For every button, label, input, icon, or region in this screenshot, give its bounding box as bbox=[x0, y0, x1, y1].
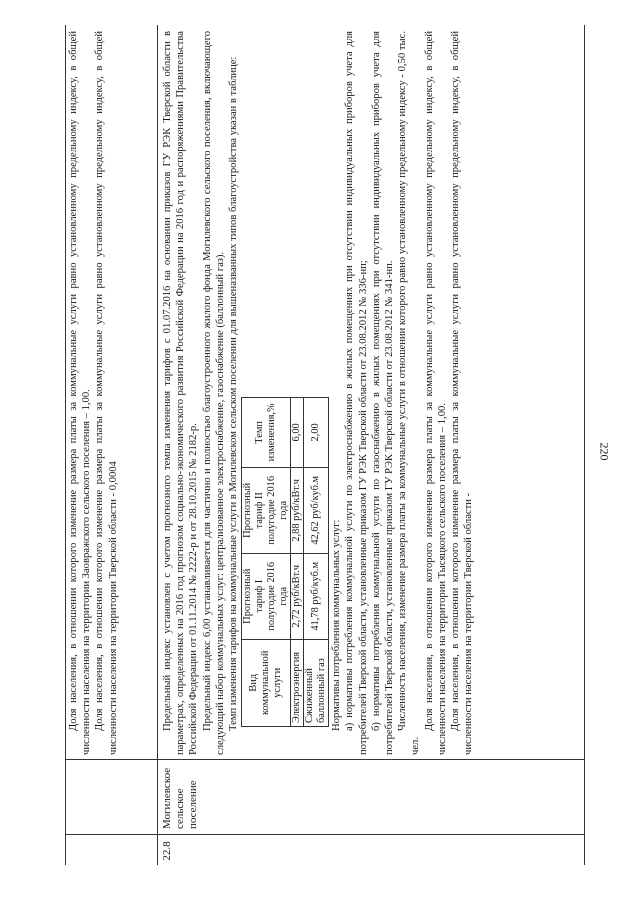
paragraph-norm-electricity: а) нормативы потребления коммунальной услуги по электроснабжению в жилых помещениях при отсутствии индивидуальных приборов учета для потребителей Тверской области, установленные приказом ГУ РЭК Тверской области от 23.08.2012 № 336-нп; bbox=[344, 31, 369, 755]
tariff-table bbox=[241, 397, 329, 727]
paragraph-table-intro: Темп изменения тарифов на коммунальные услуги в Могилевском сельском поселении для вышеназванных типов благоустройства указан в таблице: bbox=[228, 56, 240, 731]
cell-rate: 2,00 bbox=[304, 398, 329, 468]
row-divider bbox=[157, 25, 158, 865]
cell-service: Электроэнергия bbox=[291, 639, 304, 726]
table-top-border bbox=[65, 25, 66, 865]
prev-paragraph-2: Доля населения, в отношении которого изменение размера платы за коммунальные услуги равно установленному предельному индексу, в общей численности населения на территории Тверской области - 0,0004 bbox=[94, 31, 119, 755]
cell-tariff-h1: 41,78 руб/куб.м bbox=[304, 553, 329, 639]
cell-rate: 6,00 bbox=[291, 398, 304, 468]
cell-tariff-h2: 42,62 руб/куб.м bbox=[304, 467, 329, 553]
column-divider-1 bbox=[65, 834, 585, 835]
header-tariff-h1: Прогнозный тариф I полугодие 2016 года bbox=[242, 553, 291, 639]
paragraph-norm-gas: б) нормативы потребления коммунальной услуги по газоснабжению в жилых помещениях при отсутствии индивидуальных приборов учета для потребителей Тверской области, установленные приказом ГУ РЭК Тверской области от 23.08.2012 № 341-нп. bbox=[370, 31, 396, 755]
paragraph-index-basis: Предельный индекс установлен с учетом прогнозного темпа изменения тарифов с 01.07.2016 на основании приказов ГУ РЭК Тверской области в параметрах, определенных на 2016 год прогнозом социально-экономического развития Российской Федерации на 2016 год и распоряжениями Правительства Российской Федерации от 01.11.2014 № 2222-р и от 28.10.2015 № 2182-р. bbox=[162, 31, 200, 755]
page-number: 220 bbox=[597, 442, 612, 461]
paragraph-population: Численность населения, изменение размера платы за коммунальные услуги в отношении которого равно установленному предельному индексу - 0,50 тыс. чел. bbox=[397, 31, 422, 755]
paragraph-share-settlement: Доля населения, в отношении которого изменение размера платы за коммунальные услуги равно установленному предельному индексу, в общей численности населения на территории Тысяцкого сельского поселения – 1,00. bbox=[423, 31, 448, 755]
paragraph-norms-title: Нормативы потребления коммунальных услуг: bbox=[331, 519, 343, 731]
table-row bbox=[304, 398, 329, 727]
header-tariff-h2: Прогнозный тариф II полугодие 2016 года bbox=[242, 467, 291, 553]
row-content bbox=[161, 31, 475, 755]
prev-paragraph-1: Доля населения, в отношении которого изменение размера платы за коммунальные услуги равно установленному предельному индексу, в общей численности населения на территории Заовражского сельского поселения – 1,00. bbox=[68, 31, 93, 755]
header-service: Вид коммунальной услуги bbox=[242, 639, 291, 726]
paragraph-index-value: Предельный индекс 6,00 устанавливается для частично и полностью благоустроенного жилого фонда Могилевского сельского поселения, включающего следующий набор коммунальных услуг: централизованное электроснабжение, газоснабжение (баллонный газ). bbox=[201, 31, 226, 755]
rotated-table-page bbox=[65, 25, 585, 865]
header-rate: Темп изменения,% bbox=[242, 398, 291, 468]
table-header-row bbox=[242, 398, 291, 727]
table-row bbox=[291, 398, 304, 727]
cell-tariff-h2: 2,88 руб/кВт.ч bbox=[291, 467, 304, 553]
table-bottom-border bbox=[584, 25, 585, 865]
prev-row-content bbox=[67, 31, 120, 755]
column-divider-2 bbox=[65, 759, 585, 760]
cell-tariff-h1: 2,72 руб/кВт.ч bbox=[291, 553, 304, 639]
settlement-name: Могилевское сельское поселение bbox=[161, 767, 199, 829]
cell-service: Сжиженный баллонный газ bbox=[304, 639, 329, 726]
paragraph-share-region: Доля населения, в отношении которого изменение размера платы за коммунальные услуги равно установленному предельному индексу, в общей численности населения на территории Тверской области - bbox=[450, 31, 475, 755]
row-number: 22.8 bbox=[161, 841, 173, 861]
